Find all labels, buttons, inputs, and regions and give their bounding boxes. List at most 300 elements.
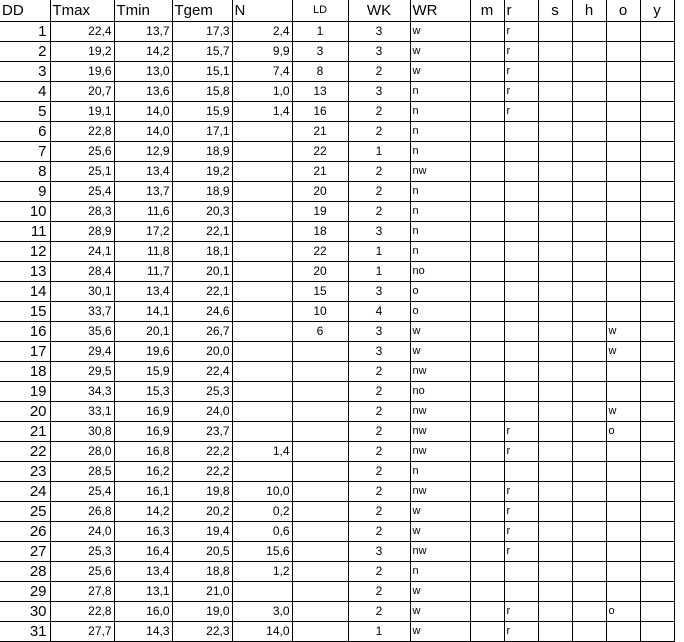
cell-n[interactable]	[232, 202, 292, 222]
cell-ld[interactable]: 1	[292, 22, 348, 42]
cell-ld[interactable]	[292, 622, 348, 642]
cell-m[interactable]	[470, 482, 504, 502]
cell-h[interactable]	[572, 522, 606, 542]
cell-n[interactable]	[232, 462, 292, 482]
cell-wk[interactable]: 3	[348, 342, 410, 362]
cell-tmax[interactable]: 20,7	[50, 82, 114, 102]
cell-s[interactable]	[538, 222, 572, 242]
cell-s[interactable]	[538, 82, 572, 102]
cell-tgem[interactable]: 22,1	[172, 222, 232, 242]
cell-y[interactable]	[640, 142, 674, 162]
cell-o[interactable]: w	[606, 402, 640, 422]
cell-s[interactable]	[538, 362, 572, 382]
cell-o[interactable]	[606, 582, 640, 602]
cell-tgem[interactable]: 15,9	[172, 102, 232, 122]
cell-wr[interactable]: nw	[410, 482, 470, 502]
cell-s[interactable]	[538, 142, 572, 162]
cell-m[interactable]	[470, 322, 504, 342]
cell-wk[interactable]: 3	[348, 82, 410, 102]
cell-ld[interactable]: 19	[292, 202, 348, 222]
cell-tmax[interactable]: 34,3	[50, 382, 114, 402]
cell-n[interactable]: 15,6	[232, 542, 292, 562]
cell-wr[interactable]: w	[410, 22, 470, 42]
cell-r[interactable]: r	[504, 502, 538, 522]
cell-tmax[interactable]: 33,1	[50, 402, 114, 422]
cell-h[interactable]	[572, 242, 606, 262]
cell-tgem[interactable]: 20,1	[172, 262, 232, 282]
cell-tgem[interactable]: 17,1	[172, 122, 232, 142]
cell-tmax[interactable]: 22,4	[50, 22, 114, 42]
cell-y[interactable]	[640, 342, 674, 362]
cell-n[interactable]: 3,0	[232, 602, 292, 622]
cell-tgem[interactable]: 22,2	[172, 462, 232, 482]
cell-tmax[interactable]: 28,5	[50, 462, 114, 482]
cell-o[interactable]	[606, 182, 640, 202]
cell-tgem[interactable]: 21,0	[172, 582, 232, 602]
cell-dd[interactable]: 18	[0, 362, 50, 382]
cell-ld[interactable]	[292, 602, 348, 622]
cell-dd[interactable]: 9	[0, 182, 50, 202]
cell-h[interactable]	[572, 122, 606, 142]
cell-h[interactable]	[572, 82, 606, 102]
cell-ld[interactable]	[292, 402, 348, 422]
cell-o[interactable]	[606, 22, 640, 42]
cell-tgem[interactable]: 20,0	[172, 342, 232, 362]
cell-tmax[interactable]: 19,1	[50, 102, 114, 122]
cell-dd[interactable]: 15	[0, 302, 50, 322]
cell-n[interactable]	[232, 162, 292, 182]
cell-dd[interactable]: 7	[0, 142, 50, 162]
cell-r[interactable]	[504, 322, 538, 342]
cell-h[interactable]	[572, 502, 606, 522]
cell-wr[interactable]: n	[410, 242, 470, 262]
cell-ld[interactable]: 8	[292, 62, 348, 82]
cell-m[interactable]	[470, 142, 504, 162]
cell-n[interactable]	[232, 422, 292, 442]
cell-tmin[interactable]: 16,9	[114, 422, 172, 442]
cell-h[interactable]	[572, 182, 606, 202]
cell-tmin[interactable]: 20,1	[114, 322, 172, 342]
cell-s[interactable]	[538, 122, 572, 142]
cell-dd[interactable]: 17	[0, 342, 50, 362]
cell-tmin[interactable]: 16,2	[114, 462, 172, 482]
header-tmin[interactable]: Tmin	[114, 0, 172, 22]
cell-n[interactable]: 1,4	[232, 102, 292, 122]
cell-m[interactable]	[470, 262, 504, 282]
cell-tmin[interactable]: 11,8	[114, 242, 172, 262]
cell-h[interactable]	[572, 402, 606, 422]
cell-tmin[interactable]: 16,8	[114, 442, 172, 462]
cell-n[interactable]	[232, 382, 292, 402]
cell-tmax[interactable]: 28,9	[50, 222, 114, 242]
cell-r[interactable]	[504, 302, 538, 322]
cell-y[interactable]	[640, 442, 674, 462]
cell-ld[interactable]: 10	[292, 302, 348, 322]
cell-m[interactable]	[470, 82, 504, 102]
cell-ld[interactable]	[292, 382, 348, 402]
cell-h[interactable]	[572, 562, 606, 582]
cell-m[interactable]	[470, 162, 504, 182]
cell-h[interactable]	[572, 542, 606, 562]
cell-wr[interactable]: w	[410, 42, 470, 62]
cell-r[interactable]	[504, 582, 538, 602]
cell-tgem[interactable]: 20,5	[172, 542, 232, 562]
cell-s[interactable]	[538, 502, 572, 522]
cell-s[interactable]	[538, 522, 572, 542]
cell-n[interactable]: 2,4	[232, 22, 292, 42]
cell-y[interactable]	[640, 322, 674, 342]
cell-m[interactable]	[470, 462, 504, 482]
cell-tmax[interactable]: 28,0	[50, 442, 114, 462]
cell-m[interactable]	[470, 122, 504, 142]
cell-h[interactable]	[572, 62, 606, 82]
header-tmax[interactable]: Tmax	[50, 0, 114, 22]
cell-tmin[interactable]: 12,9	[114, 142, 172, 162]
cell-o[interactable]	[606, 622, 640, 642]
header-r[interactable]: r	[504, 0, 538, 22]
cell-s[interactable]	[538, 382, 572, 402]
cell-r[interactable]: r	[504, 482, 538, 502]
cell-tmin[interactable]: 16,4	[114, 542, 172, 562]
header-dd[interactable]: DD	[0, 0, 50, 22]
cell-o[interactable]	[606, 542, 640, 562]
cell-dd[interactable]: 1	[0, 22, 50, 42]
cell-s[interactable]	[538, 462, 572, 482]
cell-wk[interactable]: 2	[348, 442, 410, 462]
cell-wr[interactable]: n	[410, 142, 470, 162]
cell-m[interactable]	[470, 342, 504, 362]
cell-tmin[interactable]: 13,4	[114, 282, 172, 302]
cell-wk[interactable]: 3	[348, 222, 410, 242]
cell-m[interactable]	[470, 22, 504, 42]
cell-r[interactable]	[504, 382, 538, 402]
cell-n[interactable]	[232, 142, 292, 162]
cell-wr[interactable]: nw	[410, 402, 470, 422]
cell-tmax[interactable]: 25,3	[50, 542, 114, 562]
cell-ld[interactable]	[292, 482, 348, 502]
cell-tmax[interactable]: 28,4	[50, 262, 114, 282]
cell-wk[interactable]: 2	[348, 402, 410, 422]
cell-wk[interactable]: 2	[348, 462, 410, 482]
cell-s[interactable]	[538, 62, 572, 82]
cell-m[interactable]	[470, 582, 504, 602]
cell-n[interactable]: 9,9	[232, 42, 292, 62]
cell-h[interactable]	[572, 602, 606, 622]
cell-tmax[interactable]: 26,8	[50, 502, 114, 522]
cell-y[interactable]	[640, 482, 674, 502]
cell-tmin[interactable]: 11,6	[114, 202, 172, 222]
cell-n[interactable]: 14,0	[232, 622, 292, 642]
header-wr[interactable]: WR	[410, 0, 470, 22]
cell-ld[interactable]	[292, 542, 348, 562]
cell-ld[interactable]	[292, 422, 348, 442]
cell-wr[interactable]: nw	[410, 162, 470, 182]
cell-h[interactable]	[572, 322, 606, 342]
cell-dd[interactable]: 13	[0, 262, 50, 282]
cell-tmin[interactable]: 15,3	[114, 382, 172, 402]
cell-s[interactable]	[538, 482, 572, 502]
cell-n[interactable]	[232, 222, 292, 242]
cell-ld[interactable]: 21	[292, 162, 348, 182]
cell-h[interactable]	[572, 262, 606, 282]
cell-tgem[interactable]: 24,6	[172, 302, 232, 322]
cell-dd[interactable]: 8	[0, 162, 50, 182]
cell-n[interactable]	[232, 362, 292, 382]
cell-tmin[interactable]: 13,0	[114, 62, 172, 82]
cell-o[interactable]	[606, 382, 640, 402]
cell-wr[interactable]: nw	[410, 362, 470, 382]
cell-n[interactable]	[232, 182, 292, 202]
cell-tmin[interactable]: 13,7	[114, 182, 172, 202]
cell-r[interactable]	[504, 202, 538, 222]
header-ld[interactable]: LD	[292, 0, 348, 22]
cell-y[interactable]	[640, 102, 674, 122]
cell-h[interactable]	[572, 22, 606, 42]
cell-y[interactable]	[640, 62, 674, 82]
cell-ld[interactable]	[292, 502, 348, 522]
cell-tgem[interactable]: 18,9	[172, 142, 232, 162]
cell-wr[interactable]: n	[410, 102, 470, 122]
cell-m[interactable]	[470, 542, 504, 562]
cell-wr[interactable]: o	[410, 282, 470, 302]
cell-n[interactable]	[232, 582, 292, 602]
cell-m[interactable]	[470, 62, 504, 82]
cell-s[interactable]	[538, 202, 572, 222]
cell-wr[interactable]: w	[410, 502, 470, 522]
cell-tgem[interactable]: 19,4	[172, 522, 232, 542]
cell-m[interactable]	[470, 102, 504, 122]
cell-s[interactable]	[538, 622, 572, 642]
cell-tmin[interactable]: 14,1	[114, 302, 172, 322]
cell-y[interactable]	[640, 422, 674, 442]
cell-dd[interactable]: 28	[0, 562, 50, 582]
cell-m[interactable]	[470, 362, 504, 382]
cell-ld[interactable]: 6	[292, 322, 348, 342]
cell-wk[interactable]: 2	[348, 522, 410, 542]
cell-dd[interactable]: 2	[0, 42, 50, 62]
cell-o[interactable]	[606, 102, 640, 122]
cell-tmin[interactable]: 14,3	[114, 622, 172, 642]
cell-tmin[interactable]: 13,4	[114, 562, 172, 582]
cell-y[interactable]	[640, 502, 674, 522]
cell-dd[interactable]: 27	[0, 542, 50, 562]
cell-r[interactable]: r	[504, 602, 538, 622]
cell-o[interactable]	[606, 82, 640, 102]
cell-h[interactable]	[572, 342, 606, 362]
cell-tmax[interactable]: 33,7	[50, 302, 114, 322]
cell-y[interactable]	[640, 42, 674, 62]
header-y[interactable]: y	[640, 0, 674, 22]
cell-o[interactable]	[606, 62, 640, 82]
cell-tgem[interactable]: 25,3	[172, 382, 232, 402]
header-wk[interactable]: WK	[348, 0, 410, 22]
cell-tmax[interactable]: 27,8	[50, 582, 114, 602]
cell-wr[interactable]: w	[410, 602, 470, 622]
cell-wk[interactable]: 3	[348, 322, 410, 342]
cell-ld[interactable]	[292, 442, 348, 462]
cell-tgem[interactable]: 15,7	[172, 42, 232, 62]
cell-s[interactable]	[538, 322, 572, 342]
cell-s[interactable]	[538, 242, 572, 262]
cell-wr[interactable]: n	[410, 462, 470, 482]
cell-r[interactable]	[504, 342, 538, 362]
cell-o[interactable]	[606, 222, 640, 242]
cell-r[interactable]	[504, 242, 538, 262]
cell-tgem[interactable]: 24,0	[172, 402, 232, 422]
cell-tgem[interactable]: 15,1	[172, 62, 232, 82]
cell-n[interactable]: 10,0	[232, 482, 292, 502]
cell-ld[interactable]: 13	[292, 82, 348, 102]
cell-dd[interactable]: 23	[0, 462, 50, 482]
cell-s[interactable]	[538, 162, 572, 182]
cell-o[interactable]	[606, 502, 640, 522]
cell-dd[interactable]: 31	[0, 622, 50, 642]
cell-wr[interactable]: w	[410, 582, 470, 602]
cell-r[interactable]: r	[504, 622, 538, 642]
cell-r[interactable]: r	[504, 82, 538, 102]
cell-m[interactable]	[470, 282, 504, 302]
cell-wk[interactable]: 2	[348, 482, 410, 502]
cell-wk[interactable]: 4	[348, 302, 410, 322]
cell-tmin[interactable]: 14,0	[114, 122, 172, 142]
cell-dd[interactable]: 16	[0, 322, 50, 342]
cell-tgem[interactable]: 19,8	[172, 482, 232, 502]
cell-r[interactable]: r	[504, 442, 538, 462]
cell-r[interactable]	[504, 562, 538, 582]
cell-tgem[interactable]: 18,1	[172, 242, 232, 262]
cell-wr[interactable]: w	[410, 322, 470, 342]
cell-tgem[interactable]: 19,0	[172, 602, 232, 622]
cell-wr[interactable]: w	[410, 342, 470, 362]
cell-o[interactable]	[606, 462, 640, 482]
cell-o[interactable]: w	[606, 342, 640, 362]
cell-r[interactable]: r	[504, 42, 538, 62]
cell-y[interactable]	[640, 82, 674, 102]
cell-tgem[interactable]: 20,2	[172, 502, 232, 522]
cell-wk[interactable]: 1	[348, 242, 410, 262]
cell-wk[interactable]: 2	[348, 182, 410, 202]
cell-m[interactable]	[470, 442, 504, 462]
cell-h[interactable]	[572, 482, 606, 502]
cell-tmin[interactable]: 19,6	[114, 342, 172, 362]
cell-r[interactable]	[504, 282, 538, 302]
cell-h[interactable]	[572, 362, 606, 382]
cell-wk[interactable]: 3	[348, 22, 410, 42]
cell-wr[interactable]: nw	[410, 542, 470, 562]
cell-tmin[interactable]: 13,4	[114, 162, 172, 182]
cell-ld[interactable]: 22	[292, 142, 348, 162]
cell-o[interactable]	[606, 442, 640, 462]
cell-ld[interactable]: 20	[292, 182, 348, 202]
cell-s[interactable]	[538, 282, 572, 302]
cell-tmax[interactable]: 30,1	[50, 282, 114, 302]
cell-tmin[interactable]: 17,2	[114, 222, 172, 242]
cell-o[interactable]	[606, 362, 640, 382]
cell-n[interactable]: 0,2	[232, 502, 292, 522]
cell-wr[interactable]: no	[410, 262, 470, 282]
cell-o[interactable]: o	[606, 602, 640, 622]
cell-o[interactable]	[606, 42, 640, 62]
cell-dd[interactable]: 20	[0, 402, 50, 422]
cell-tmin[interactable]: 14,2	[114, 42, 172, 62]
cell-wk[interactable]: 2	[348, 602, 410, 622]
cell-y[interactable]	[640, 122, 674, 142]
cell-m[interactable]	[470, 202, 504, 222]
cell-wk[interactable]: 2	[348, 502, 410, 522]
cell-ld[interactable]	[292, 562, 348, 582]
cell-wr[interactable]: o	[410, 302, 470, 322]
cell-wr[interactable]: w	[410, 522, 470, 542]
header-o[interactable]: o	[606, 0, 640, 22]
cell-tgem[interactable]: 18,8	[172, 562, 232, 582]
cell-h[interactable]	[572, 162, 606, 182]
cell-y[interactable]	[640, 402, 674, 422]
cell-wk[interactable]: 2	[348, 362, 410, 382]
cell-n[interactable]: 1,0	[232, 82, 292, 102]
cell-h[interactable]	[572, 282, 606, 302]
cell-o[interactable]	[606, 162, 640, 182]
cell-wk[interactable]: 2	[348, 102, 410, 122]
cell-h[interactable]	[572, 582, 606, 602]
cell-ld[interactable]: 22	[292, 242, 348, 262]
cell-tgem[interactable]: 22,1	[172, 282, 232, 302]
cell-y[interactable]	[640, 182, 674, 202]
cell-wr[interactable]: nw	[410, 422, 470, 442]
cell-y[interactable]	[640, 242, 674, 262]
cell-n[interactable]	[232, 302, 292, 322]
cell-ld[interactable]: 20	[292, 262, 348, 282]
cell-wr[interactable]: no	[410, 382, 470, 402]
cell-n[interactable]: 1,4	[232, 442, 292, 462]
cell-wk[interactable]: 2	[348, 422, 410, 442]
cell-m[interactable]	[470, 302, 504, 322]
cell-r[interactable]	[504, 122, 538, 142]
cell-s[interactable]	[538, 342, 572, 362]
cell-h[interactable]	[572, 462, 606, 482]
cell-o[interactable]	[606, 282, 640, 302]
cell-y[interactable]	[640, 282, 674, 302]
cell-dd[interactable]: 11	[0, 222, 50, 242]
cell-tmax[interactable]: 25,6	[50, 562, 114, 582]
cell-tmin[interactable]: 15,9	[114, 362, 172, 382]
cell-r[interactable]	[504, 142, 538, 162]
cell-dd[interactable]: 29	[0, 582, 50, 602]
cell-tmax[interactable]: 19,2	[50, 42, 114, 62]
cell-ld[interactable]: 3	[292, 42, 348, 62]
cell-tmax[interactable]: 35,6	[50, 322, 114, 342]
cell-dd[interactable]: 19	[0, 382, 50, 402]
cell-y[interactable]	[640, 222, 674, 242]
cell-tmin[interactable]: 16,0	[114, 602, 172, 622]
cell-r[interactable]	[504, 462, 538, 482]
cell-h[interactable]	[572, 302, 606, 322]
cell-tgem[interactable]: 23,7	[172, 422, 232, 442]
cell-tmin[interactable]: 16,9	[114, 402, 172, 422]
cell-tmin[interactable]: 13,7	[114, 22, 172, 42]
cell-h[interactable]	[572, 102, 606, 122]
cell-ld[interactable]: 21	[292, 122, 348, 142]
cell-dd[interactable]: 5	[0, 102, 50, 122]
cell-tgem[interactable]: 26,7	[172, 322, 232, 342]
cell-s[interactable]	[538, 442, 572, 462]
cell-o[interactable]	[606, 262, 640, 282]
cell-wr[interactable]: nw	[410, 442, 470, 462]
cell-s[interactable]	[538, 582, 572, 602]
cell-m[interactable]	[470, 562, 504, 582]
cell-tmax[interactable]: 29,5	[50, 362, 114, 382]
cell-tmax[interactable]: 22,8	[50, 122, 114, 142]
header-tgem[interactable]: Tgem	[172, 0, 232, 22]
